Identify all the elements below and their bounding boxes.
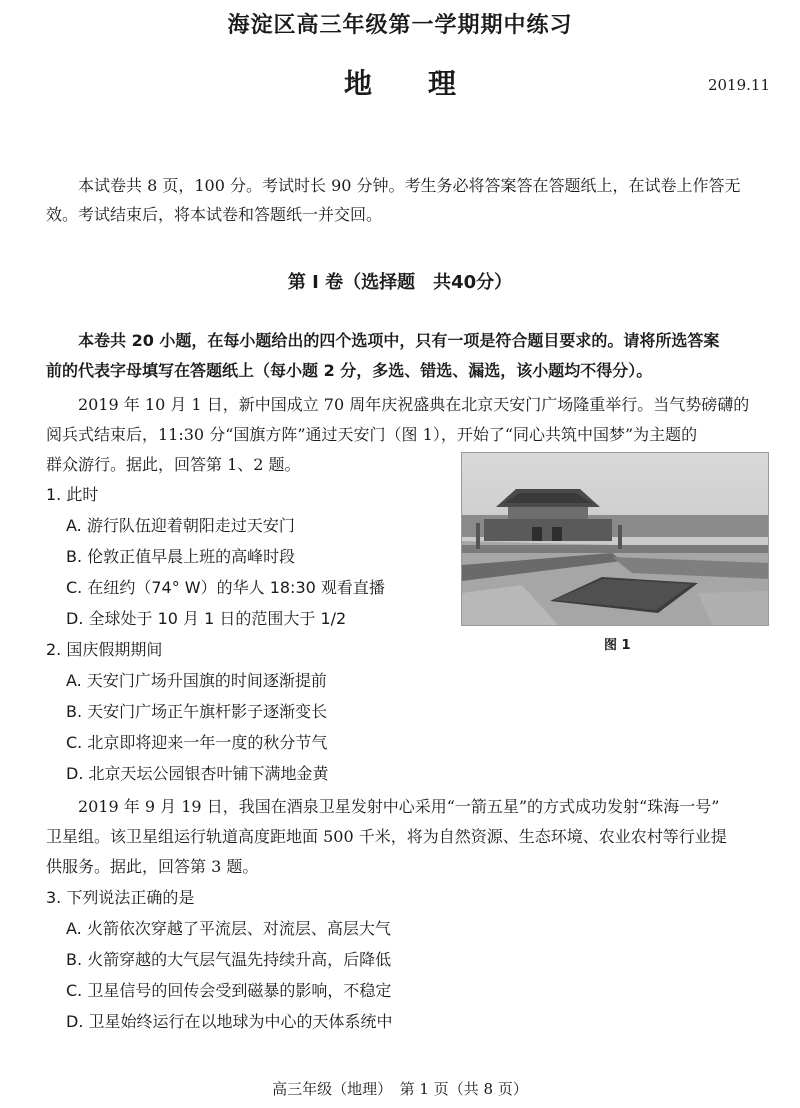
question-3-option-c: C. 卫星信号的回传会受到磁暴的影响，不稳定 (66, 981, 392, 1000)
section-instruction-line-1: 本卷共 20 小题，在每小题给出的四个选项中，只有一项是符合题目要求的。请将所选答案 (78, 331, 720, 350)
passage1-line-2: 阅兵式结束后，11:30 分“国旗方阵”通过天安门（图 1），开始了“同心共筑中国梦”为主题的 (46, 425, 698, 444)
exam-date: 2019.11 (707, 76, 770, 94)
question-1-option-d: D. 全球处于 10 月 1 日的范围大于 1/2 (66, 609, 347, 628)
passage2-line-2: 卫星组。该卫星组运行轨道高度距地面 500 千米，将为自然资源、生态环境、农业农村等行业提 (46, 827, 727, 846)
tiananmen-illustration (462, 453, 768, 625)
question-3-option-d: D. 卫星始终运行在以地球为中心的天体系统中 (66, 1012, 393, 1031)
question-1-option-b: B. 伦敦正值早晨上班的高峰时段 (66, 547, 296, 566)
question-2-option-d: D. 北京天坛公园银杏叶铺下满地金黄 (66, 764, 329, 783)
question-2-option-a: A. 天安门广场升国旗的时间逐渐提前 (66, 671, 327, 690)
passage2-line-3: 供服务。据此，回答第 3 题。 (46, 857, 259, 876)
question-1-option-a: A. 游行队伍迎着朝阳走过天安门 (66, 516, 295, 535)
question-2-option-b: B. 天安门广场正午旗杆影子逐渐变长 (66, 702, 328, 721)
passage1-line-1: 2019 年 10 月 1 日，新中国成立 70 周年庆祝盛典在北京天安门广场隆重举行。当气势磅礴的 (78, 395, 750, 414)
intro-line-2: 效。考试结束后，将本试卷和答题纸一并交回。 (46, 205, 383, 224)
question-3-option-a: A. 火箭依次穿越了平流层、对流层、高层大气 (66, 919, 391, 938)
intro-line-1: 本试卷共 8 页，100 分。考试时长 90 分钟。考生务必将答案答在答题纸上，在试卷上作答无 (78, 176, 741, 195)
question-2-stem: 2. 国庆假期期间 (46, 640, 163, 659)
page-footer: 高三年级（地理） 第 1 页（共 8 页） (272, 1080, 528, 1098)
question-1-option-c: C. 在纽约（74° W）的华人 18:30 观看直播 (66, 578, 385, 597)
figure-tiananmen-photo (461, 452, 769, 626)
question-2-option-c: C. 北京即将迎来一年一度的秋分节气 (66, 733, 328, 752)
section-title: 第 I 卷（选择题 共40分） (287, 272, 513, 293)
figure-caption: 图 1 (604, 638, 631, 653)
question-1-stem: 1. 此时 (46, 485, 99, 504)
section-instruction-line-2: 前的代表字母填写在答题纸上（每小题 2 分，多选、错选、漏选，该小题均不得分）。 (46, 361, 653, 380)
exam-title: 海淀区高三年级第一学期期中练习 (227, 12, 573, 38)
subject-title: 地 理 (343, 67, 456, 100)
passage1-line-3: 群众游行。据此，回答第 1、2 题。 (46, 455, 301, 474)
passage2-line-1: 2019 年 9 月 19 日，我国在酒泉卫星发射中心采用“一箭五星”的方式成功发射“珠海一号” (78, 797, 720, 816)
question-3-option-b: B. 火箭穿越的大气层气温先持续升高，后降低 (66, 950, 392, 969)
question-3-stem: 3. 下列说法正确的是 (46, 888, 195, 907)
